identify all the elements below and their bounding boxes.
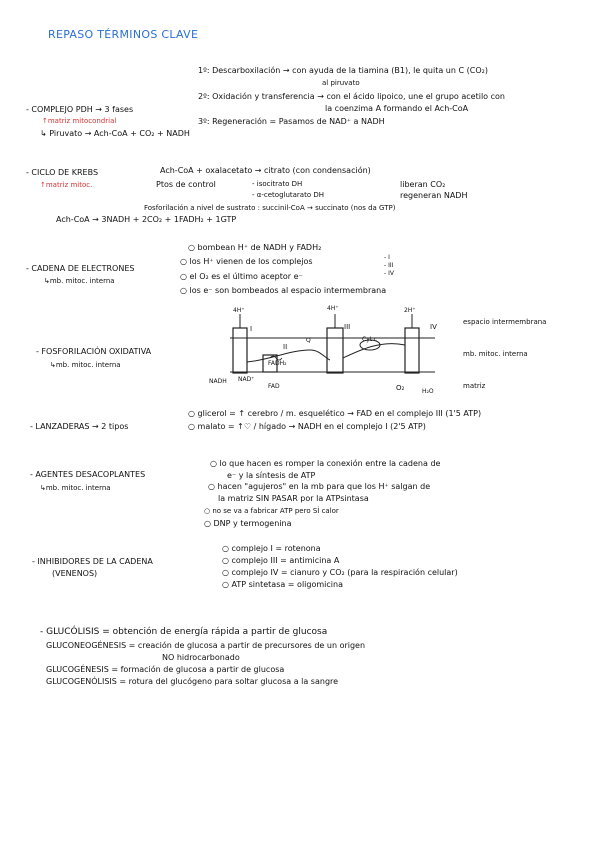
- desac-location: ↳mb. mitoc. interna: [40, 484, 111, 492]
- lanz-l1: ○ glicerol = ↑ cerebro / m. esquelético → FAD en el complejo III (1'5 ATP): [188, 409, 482, 418]
- lanz-l2: ○ malato = ↑♡ / hígado → NADH en el complejo I (2'5 ATP): [188, 422, 426, 431]
- fadh-label: FADH₂: [268, 360, 287, 367]
- fosfo-main: - FOSFORILACIÓN OXIDATIVA: [36, 347, 152, 356]
- pdh-location: ↑matriz mitocondrial: [42, 117, 117, 125]
- inhib-i1: ○ complejo I = rotenona: [222, 544, 321, 553]
- fad-label: FAD: [268, 383, 280, 390]
- gluco-g4: GLUCOGENÓLISIS = rotura del glucógeno para soltar glucosa a la sangre: [46, 677, 339, 686]
- cadena-p2b: - III: [384, 262, 394, 269]
- complex-iv-shape: [405, 328, 419, 373]
- cadena-main: - CADENA DE ELECTRONES: [26, 264, 135, 273]
- krebs-c2: - α-cetoglutarato DH: [252, 191, 325, 199]
- gluco-g3: GLUCOGÉNESIS = formación de glucosa a partir de glucosa: [46, 665, 285, 674]
- cadena-p2: ○ los H⁺ vienen de los complejos: [180, 257, 313, 266]
- complex-ii-label: II: [283, 343, 288, 351]
- pdh-step1: 1º: Descarboxilación → con ayuda de la tiamina (B1), le quita un C (CO₂): [198, 66, 488, 75]
- o2-label: O₂: [396, 384, 405, 392]
- h-plus-3: 2H⁺: [404, 307, 416, 314]
- gluco-g2: GLUCONEOGÉNESIS = creación de glucosa a partir de precursores de un origen: [46, 641, 366, 650]
- inhib-i3: ○ complejo IV = cianuro y CO₂ (para la respiración celular): [222, 568, 458, 577]
- h2o-label: H₂O: [422, 388, 434, 395]
- label-matriz: matriz: [463, 382, 486, 390]
- pdh-step2b: la coenzima A formando el Ach-CoA: [325, 104, 469, 113]
- q-label: Q: [306, 337, 311, 344]
- h-plus-1: 4H⁺: [233, 307, 245, 314]
- nadh-label: NADH: [209, 378, 227, 385]
- gluco-g1: - GLUCÓLISIS = obtención de energía rápida a partir de glucosa: [40, 627, 328, 637]
- inhib-main: - INHIBIDORES DE LA CADENA: [32, 557, 153, 566]
- cadena-location: ↳mb. mitoc. interna: [44, 277, 115, 285]
- complex-i-label: I: [250, 325, 253, 333]
- krebs-location: ↑matriz mitoc.: [40, 181, 93, 189]
- page-title: REPASO TÉRMINOS CLAVE: [48, 28, 199, 41]
- cadena-p4: ○ los e⁻ son bombeados al espacio intermembrana: [180, 286, 387, 295]
- label-membrana: mb. mitoc. interna: [463, 350, 528, 358]
- fosfo-location: ↳mb. mitoc. interna: [50, 361, 121, 369]
- cadena-p1: ○ bombean H⁺ de NADH y FADH₂: [188, 243, 322, 252]
- cadena-p2a: - I: [384, 254, 390, 261]
- desac-main: - AGENTES DESACOPLANTES: [30, 470, 146, 479]
- desac-d2: ○ hacen "agujeros" en la mb para que los H⁺ salgan de: [208, 482, 431, 491]
- krebs-r1: Ach-CoA + oxalacetato → citrato (con condensación): [160, 166, 371, 175]
- electron-chain-diagram: [200, 300, 470, 400]
- complex-iv-label: IV: [430, 323, 437, 331]
- inhib-i2: ○ complejo III = antimicina A: [222, 556, 340, 565]
- pdh-main: - COMPLEJO PDH → 3 fases: [26, 105, 134, 114]
- krebs-c1: - isocitrato DH: [252, 180, 303, 188]
- desac-d2b: la matriz SIN PASAR por la ATPsintasa: [218, 494, 369, 503]
- pdh-step2: 2º: Oxidación y transferencia → con el ácido lipoico, une el grupo acetilo con: [198, 92, 505, 101]
- cadena-p3: ○ el O₂ es el último aceptor e⁻: [180, 272, 303, 281]
- desac-d4: ○ DNP y termogenina: [204, 519, 292, 528]
- lanz-main: - LANZADERAS → 2 tipos: [30, 422, 129, 431]
- pdh-step1b: al piruvato: [322, 79, 360, 87]
- complex-iii-shape: [327, 328, 343, 373]
- complex-i-shape: [233, 328, 247, 373]
- krebs-r2: Ptos de control: [156, 180, 216, 189]
- complex-iii-label: III: [344, 323, 351, 331]
- krebs-r3: Fosforilación a nivel de sustrato : succinil-CoA → succinato (nos da GTP): [144, 204, 396, 212]
- desac-d1: ○ lo que hacen es romper la conexión entre la cadena de: [210, 459, 441, 468]
- pdh-reaction: ↳ Piruvato → Ach-CoA + CO₂ + NADH: [40, 129, 190, 138]
- nad-label: NAD⁺: [238, 376, 255, 383]
- inhib-sub: (VENENOS): [52, 569, 98, 578]
- cyt-c-label: Cyt c: [362, 336, 378, 343]
- pdh-step3: 3º: Regeneración = Pasamos de NAD⁺ a NADH: [198, 117, 385, 126]
- inhib-i4: ○ ATP sintetasa = oligomicina: [222, 580, 343, 589]
- krebs-lib1: liberan CO₂: [400, 180, 446, 189]
- desac-d3: ○ no se va a fabricar ATP pero SÍ calor: [204, 507, 339, 515]
- krebs-lib2: regeneran NADH: [400, 191, 468, 200]
- krebs-main: - CICLO DE KREBS: [26, 168, 99, 177]
- krebs-r4: Ach-CoA → 3NADH + 2CO₂ + 1FADH₂ + 1GTP: [56, 215, 237, 224]
- gluco-g2b: NO hidrocarbonado: [162, 653, 240, 662]
- desac-d1b: e⁻ y la síntesis de ATP: [227, 471, 316, 480]
- cadena-p2c: - IV: [384, 270, 394, 277]
- label-espacio: espacio intermembrana: [463, 318, 547, 326]
- h-plus-2: 4H⁺: [327, 305, 339, 312]
